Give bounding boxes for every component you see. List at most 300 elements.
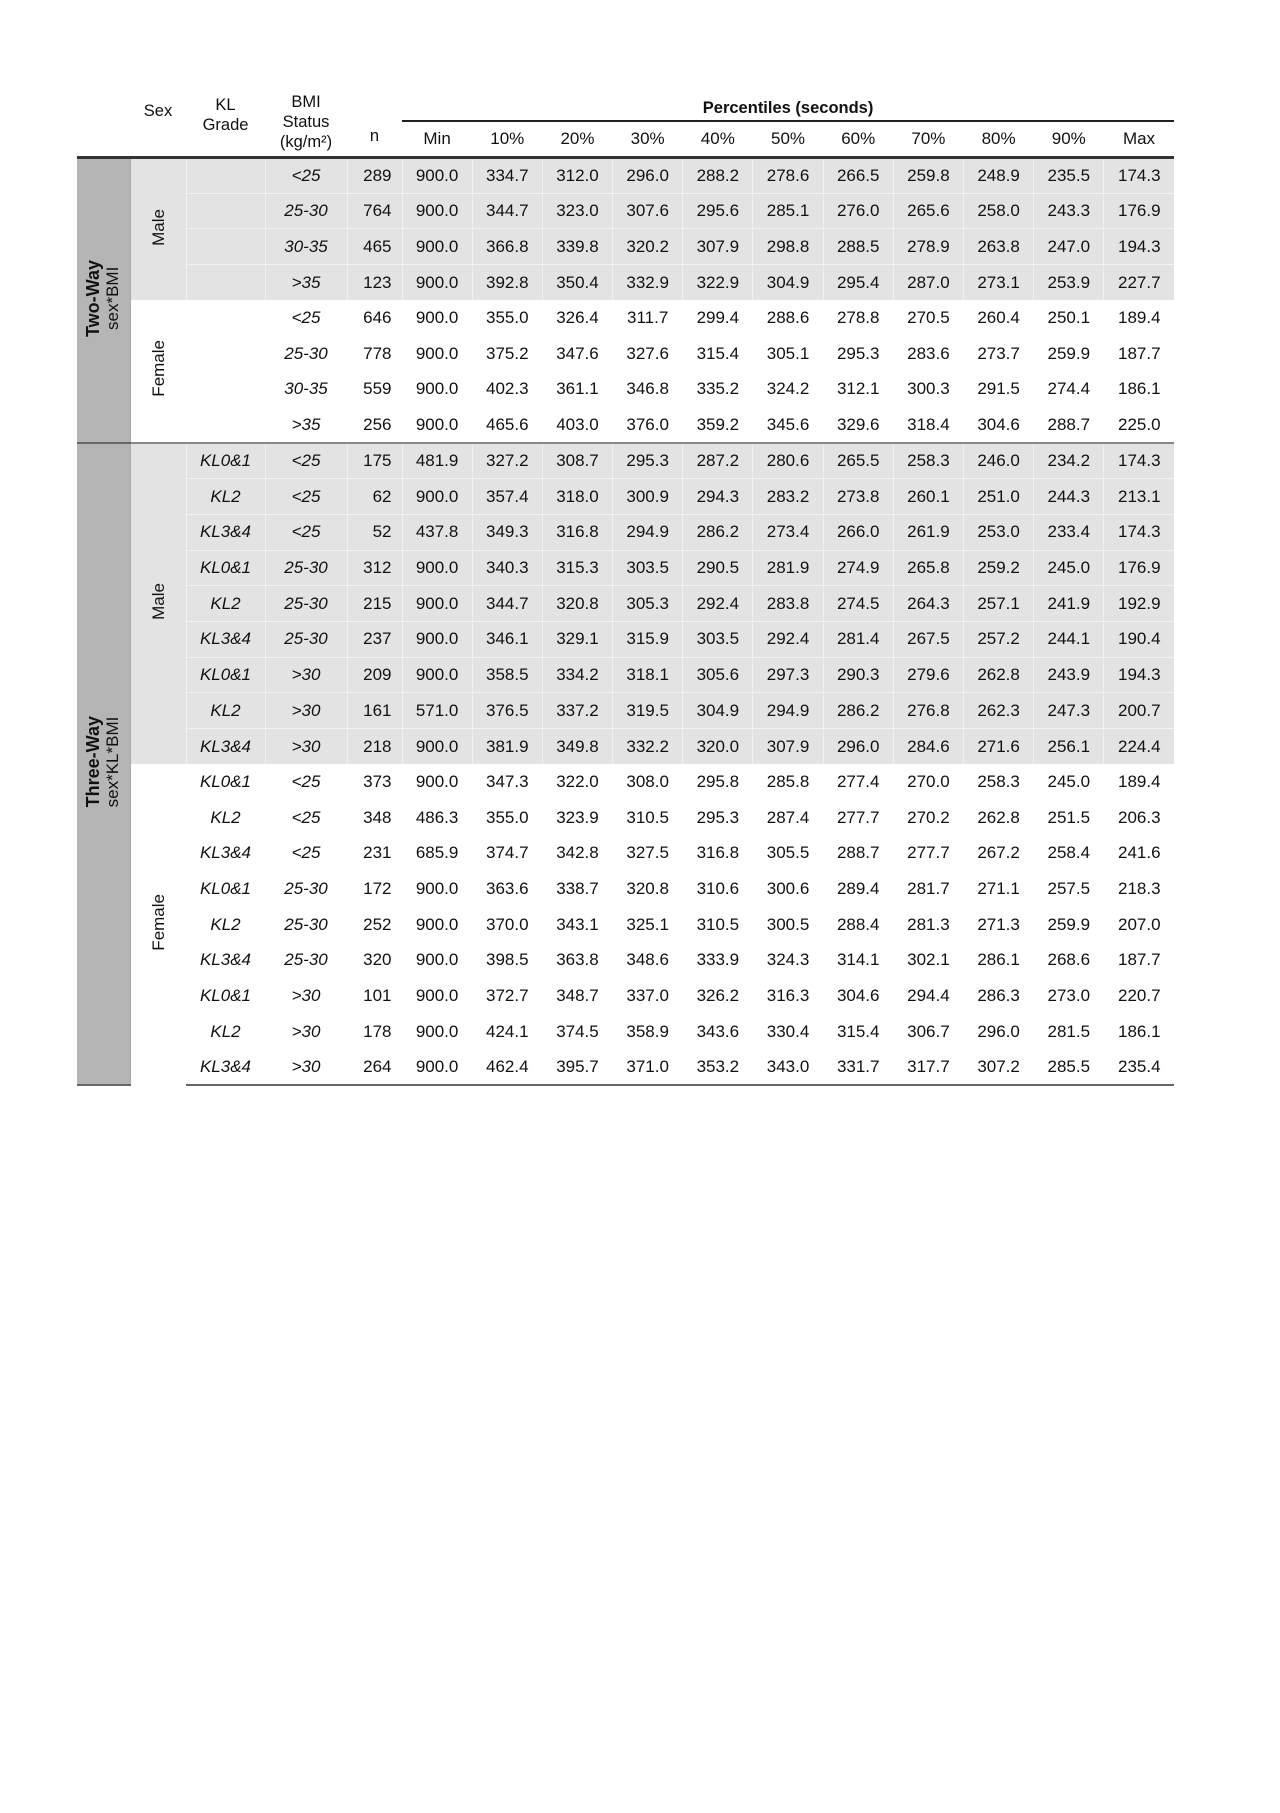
percentile-cell-10pct: 398.5 [472, 943, 542, 979]
percentile-cell-30pct: 332.9 [613, 265, 683, 301]
percentile-cell-90pct: 245.0 [1034, 550, 1104, 586]
percentile-cell-90pct: 241.9 [1034, 586, 1104, 622]
percentile-cell-60pct: 288.5 [823, 229, 893, 265]
kl-grade-cell [186, 372, 265, 408]
percentile-cell-10pct: 381.9 [472, 729, 542, 765]
percentile-cell-40pct: 333.9 [683, 943, 753, 979]
percentile-cell-70pct: 284.6 [893, 729, 963, 765]
percentile-cell-30pct: 310.5 [613, 800, 683, 836]
header-percentile-9: 90% [1034, 121, 1104, 158]
n-cell: 52 [347, 514, 402, 550]
header-bmi-line2: Status [282, 113, 330, 131]
percentile-cell-70pct: 258.3 [893, 443, 963, 479]
percentile-cell-30pct: 337.0 [613, 978, 683, 1014]
kl-grade-cell [186, 158, 265, 194]
percentile-cell-min: 900.0 [402, 657, 472, 693]
percentile-cell-80pct: 262.3 [964, 693, 1034, 729]
percentile-cell-max: 189.4 [1104, 300, 1174, 336]
table-row [77, 443, 1174, 479]
percentile-cell-min: 900.0 [402, 300, 472, 336]
percentile-cell-10pct: 334.7 [472, 158, 542, 194]
percentile-cell-30pct: 315.9 [613, 621, 683, 657]
kl-grade-cell: KL3&4 [186, 514, 265, 550]
n-cell: 101 [347, 978, 402, 1014]
percentile-cell-30pct: 332.2 [613, 729, 683, 765]
percentile-cell-80pct: 307.2 [964, 1050, 1034, 1086]
percentile-cell-70pct: 302.1 [893, 943, 963, 979]
percentile-cell-60pct: 290.3 [823, 657, 893, 693]
percentile-cell-40pct: 304.9 [683, 693, 753, 729]
percentile-cell-min: 900.0 [402, 586, 472, 622]
percentile-cell-20pct: 348.7 [542, 978, 612, 1014]
percentile-cell-10pct: 358.5 [472, 657, 542, 693]
bmi-status-cell: 25-30 [265, 336, 347, 372]
table-row [77, 836, 1174, 872]
percentile-cell-30pct: 311.7 [613, 300, 683, 336]
bmi-status-cell: 25-30 [265, 943, 347, 979]
percentile-cell-40pct: 305.6 [683, 657, 753, 693]
percentile-cell-20pct: 323.0 [542, 193, 612, 229]
kl-grade-cell [186, 265, 265, 301]
kl-grade-cell: KL3&4 [186, 729, 265, 765]
bmi-status-cell: <25 [265, 514, 347, 550]
percentile-cell-70pct: 281.7 [893, 871, 963, 907]
percentile-cell-80pct: 286.1 [964, 943, 1034, 979]
percentile-cell-10pct: 355.0 [472, 800, 542, 836]
kl-grade-cell: KL3&4 [186, 621, 265, 657]
percentile-cell-60pct: 276.0 [823, 193, 893, 229]
bmi-status-cell: >30 [265, 657, 347, 693]
header-bmi-line1: BMI [291, 93, 321, 111]
percentile-cell-min: 900.0 [402, 978, 472, 1014]
header-row-1 [77, 85, 1174, 121]
section-title: Two-Way [83, 259, 104, 337]
percentile-cell-40pct: 294.3 [683, 479, 753, 515]
bmi-status-cell: <25 [265, 300, 347, 336]
percentile-cell-70pct: 294.4 [893, 978, 963, 1014]
percentile-cell-90pct: 273.0 [1034, 978, 1104, 1014]
percentile-cell-80pct: 248.9 [964, 158, 1034, 194]
percentile-cell-60pct: 289.4 [823, 871, 893, 907]
percentile-cell-60pct: 277.7 [823, 800, 893, 836]
percentile-cell-80pct: 271.6 [964, 729, 1034, 765]
percentile-cell-10pct: 366.8 [472, 229, 542, 265]
kl-grade-cell: KL2 [186, 586, 265, 622]
percentile-cell-30pct: 320.2 [613, 229, 683, 265]
percentile-cell-10pct: 357.4 [472, 479, 542, 515]
percentile-cell-50pct: 280.6 [753, 443, 823, 479]
sex-label [130, 764, 186, 1085]
percentile-cell-10pct: 346.1 [472, 621, 542, 657]
table-row [77, 372, 1174, 408]
percentile-cell-max: 200.7 [1104, 693, 1174, 729]
header-kl-line2: Grade [202, 115, 249, 134]
percentile-cell-60pct: 266.0 [823, 514, 893, 550]
table-body [77, 158, 1174, 1086]
percentile-cell-60pct: 295.3 [823, 336, 893, 372]
percentile-cell-70pct: 270.0 [893, 764, 963, 800]
n-cell: 348 [347, 800, 402, 836]
percentile-cell-80pct: 258.0 [964, 193, 1034, 229]
percentile-cell-40pct: 315.4 [683, 336, 753, 372]
percentile-cell-min: 900.0 [402, 265, 472, 301]
kl-grade-cell [186, 193, 265, 229]
kl-grade-cell: KL0&1 [186, 764, 265, 800]
percentile-cell-10pct: 355.0 [472, 300, 542, 336]
header-percentile-3: 30% [613, 121, 683, 158]
percentile-cell-min: 685.9 [402, 836, 472, 872]
percentile-cell-70pct: 317.7 [893, 1050, 963, 1086]
percentile-cell-70pct: 281.3 [893, 907, 963, 943]
percentile-cell-50pct: 330.4 [753, 1014, 823, 1050]
header-kl-grade [186, 85, 265, 158]
percentile-cell-min: 900.0 [402, 229, 472, 265]
percentile-cell-20pct: 322.0 [542, 764, 612, 800]
percentile-cell-max: 220.7 [1104, 978, 1174, 1014]
percentile-cell-80pct: 257.1 [964, 586, 1034, 622]
percentile-cell-80pct: 263.8 [964, 229, 1034, 265]
percentile-cell-90pct: 244.3 [1034, 479, 1104, 515]
percentile-cell-10pct: 374.7 [472, 836, 542, 872]
table-row [77, 907, 1174, 943]
n-cell: 123 [347, 265, 402, 301]
percentile-cell-min: 900.0 [402, 943, 472, 979]
section-label-text [84, 716, 122, 807]
percentile-cell-80pct: 304.6 [964, 407, 1034, 443]
percentile-cell-20pct: 349.8 [542, 729, 612, 765]
kl-grade-cell: KL0&1 [186, 978, 265, 1014]
percentile-cell-50pct: 300.6 [753, 871, 823, 907]
bmi-status-cell: 25-30 [265, 621, 347, 657]
percentile-cell-max: 206.3 [1104, 800, 1174, 836]
table-row [77, 764, 1174, 800]
section-label-text [84, 260, 122, 337]
percentile-cell-10pct: 375.2 [472, 336, 542, 372]
percentile-cell-10pct: 349.3 [472, 514, 542, 550]
percentile-cell-min: 486.3 [402, 800, 472, 836]
bmi-status-cell: <25 [265, 836, 347, 872]
sex-label-text: Female [148, 340, 168, 397]
percentile-cell-50pct: 305.5 [753, 836, 823, 872]
percentile-cell-50pct: 345.6 [753, 407, 823, 443]
percentile-cell-min: 900.0 [402, 764, 472, 800]
table-row [77, 265, 1174, 301]
percentile-cell-50pct: 324.3 [753, 943, 823, 979]
percentile-cell-60pct: 314.1 [823, 943, 893, 979]
percentile-cell-50pct: 324.2 [753, 372, 823, 408]
percentile-cell-20pct: 315.3 [542, 550, 612, 586]
percentile-cell-90pct: 253.9 [1034, 265, 1104, 301]
percentile-cell-20pct: 342.8 [542, 836, 612, 872]
section-subtitle: sex*KL*BMI [103, 716, 123, 808]
percentile-cell-10pct: 340.3 [472, 550, 542, 586]
percentile-cell-90pct: 243.3 [1034, 193, 1104, 229]
percentile-cell-90pct: 288.7 [1034, 407, 1104, 443]
table-row [77, 300, 1174, 336]
percentiles-title: Percentiles (seconds) [402, 85, 1174, 121]
percentile-cell-30pct: 319.5 [613, 693, 683, 729]
percentile-cell-90pct: 259.9 [1034, 907, 1104, 943]
percentile-cell-30pct: 300.9 [613, 479, 683, 515]
table-row [77, 229, 1174, 265]
table-row [77, 943, 1174, 979]
n-cell: 62 [347, 479, 402, 515]
percentile-cell-70pct: 265.6 [893, 193, 963, 229]
percentile-cell-50pct: 305.1 [753, 336, 823, 372]
percentile-cell-max: 187.7 [1104, 943, 1174, 979]
percentile-cell-60pct: 281.4 [823, 621, 893, 657]
percentile-cell-30pct: 325.1 [613, 907, 683, 943]
percentile-cell-50pct: 278.6 [753, 158, 823, 194]
header-sex-label: Sex [143, 101, 173, 120]
percentile-cell-70pct: 270.5 [893, 300, 963, 336]
percentile-cell-40pct: 335.2 [683, 372, 753, 408]
percentile-cell-90pct: 233.4 [1034, 514, 1104, 550]
percentile-cell-max: 190.4 [1104, 621, 1174, 657]
percentile-cell-10pct: 370.0 [472, 907, 542, 943]
n-cell: 764 [347, 193, 402, 229]
percentile-cell-10pct: 402.3 [472, 372, 542, 408]
percentile-cell-80pct: 296.0 [964, 1014, 1034, 1050]
table-row [77, 1050, 1174, 1086]
percentile-cell-50pct: 297.3 [753, 657, 823, 693]
percentile-cell-40pct: 287.2 [683, 443, 753, 479]
percentile-cell-90pct: 258.4 [1034, 836, 1104, 872]
percentile-cell-20pct: 334.2 [542, 657, 612, 693]
percentile-cell-30pct: 376.0 [613, 407, 683, 443]
kl-grade-cell: KL2 [186, 693, 265, 729]
bmi-status-cell: >30 [265, 1050, 347, 1086]
percentile-cell-70pct: 276.8 [893, 693, 963, 729]
percentile-cell-40pct: 290.5 [683, 550, 753, 586]
table-row [77, 514, 1174, 550]
percentile-cell-40pct: 288.2 [683, 158, 753, 194]
header-kl-line1: KL [215, 95, 236, 114]
n-cell: 289 [347, 158, 402, 194]
percentile-cell-20pct: 338.7 [542, 871, 612, 907]
percentile-cell-80pct: 246.0 [964, 443, 1034, 479]
percentile-cell-max: 194.3 [1104, 657, 1174, 693]
bmi-status-cell: <25 [265, 158, 347, 194]
n-cell: 175 [347, 443, 402, 479]
table-row [77, 407, 1174, 443]
percentile-cell-20pct: 343.1 [542, 907, 612, 943]
percentile-cell-60pct: 329.6 [823, 407, 893, 443]
percentile-cell-min: 900.0 [402, 621, 472, 657]
table-row [77, 479, 1174, 515]
percentile-cell-40pct: 295.3 [683, 800, 753, 836]
percentile-cell-80pct: 267.2 [964, 836, 1034, 872]
percentile-cell-min: 900.0 [402, 729, 472, 765]
percentile-cell-70pct: 300.3 [893, 372, 963, 408]
percentile-cell-90pct: 257.5 [1034, 871, 1104, 907]
percentile-cell-30pct: 348.6 [613, 943, 683, 979]
n-cell: 218 [347, 729, 402, 765]
percentile-cell-50pct: 304.9 [753, 265, 823, 301]
percentile-cell-10pct: 327.2 [472, 443, 542, 479]
bmi-status-cell: >35 [265, 407, 347, 443]
percentile-cell-max: 224.4 [1104, 729, 1174, 765]
percentile-cell-min: 437.8 [402, 514, 472, 550]
kl-grade-cell: KL2 [186, 479, 265, 515]
header-percentile-7: 70% [893, 121, 963, 158]
percentile-cell-40pct: 303.5 [683, 621, 753, 657]
percentile-cell-max: 174.3 [1104, 443, 1174, 479]
percentile-cell-30pct: 295.3 [613, 443, 683, 479]
table-row [77, 336, 1174, 372]
percentile-cell-10pct: 372.7 [472, 978, 542, 1014]
kl-grade-cell: KL2 [186, 800, 265, 836]
percentile-cell-50pct: 300.5 [753, 907, 823, 943]
kl-grade-cell: KL0&1 [186, 550, 265, 586]
table-row [77, 158, 1174, 194]
percentile-cell-50pct: 285.1 [753, 193, 823, 229]
percentile-cell-10pct: 392.8 [472, 265, 542, 301]
percentile-cell-min: 900.0 [402, 907, 472, 943]
percentile-cell-90pct: 235.5 [1034, 158, 1104, 194]
percentile-cell-60pct: 274.5 [823, 586, 893, 622]
n-cell: 646 [347, 300, 402, 336]
sex-label [130, 158, 186, 301]
percentile-cell-10pct: 363.6 [472, 871, 542, 907]
percentile-cell-80pct: 259.2 [964, 550, 1034, 586]
percentile-cell-70pct: 278.9 [893, 229, 963, 265]
kl-grade-cell: KL2 [186, 1014, 265, 1050]
kl-grade-cell: KL0&1 [186, 657, 265, 693]
bmi-status-cell: >30 [265, 729, 347, 765]
percentile-cell-70pct: 265.8 [893, 550, 963, 586]
n-cell: 312 [347, 550, 402, 586]
percentile-cell-70pct: 287.0 [893, 265, 963, 301]
percentile-cell-30pct: 320.8 [613, 871, 683, 907]
percentile-cell-90pct: 247.0 [1034, 229, 1104, 265]
percentile-cell-max: 174.3 [1104, 158, 1174, 194]
percentile-cell-80pct: 253.0 [964, 514, 1034, 550]
percentile-cell-20pct: 326.4 [542, 300, 612, 336]
percentile-cell-60pct: 266.5 [823, 158, 893, 194]
percentile-cell-20pct: 374.5 [542, 1014, 612, 1050]
percentile-cell-10pct: 344.7 [472, 193, 542, 229]
percentile-cell-80pct: 251.0 [964, 479, 1034, 515]
header-n-label: n [369, 127, 380, 145]
percentile-cell-80pct: 271.1 [964, 871, 1034, 907]
percentile-cell-min: 900.0 [402, 871, 472, 907]
percentile-cell-60pct: 273.8 [823, 479, 893, 515]
percentile-cell-60pct: 312.1 [823, 372, 893, 408]
percentile-cell-90pct: 234.2 [1034, 443, 1104, 479]
percentile-cell-max: 186.1 [1104, 1014, 1174, 1050]
percentile-cell-90pct: 245.0 [1034, 764, 1104, 800]
percentile-cell-70pct: 270.2 [893, 800, 963, 836]
section-label [77, 443, 130, 1085]
percentile-cell-max: 227.7 [1104, 265, 1174, 301]
header-n [347, 85, 402, 158]
header-group-blank [77, 85, 130, 158]
percentile-cell-30pct: 371.0 [613, 1050, 683, 1086]
percentile-cell-90pct: 247.3 [1034, 693, 1104, 729]
percentile-cell-min: 900.0 [402, 550, 472, 586]
kl-grade-cell: KL3&4 [186, 943, 265, 979]
kl-grade-cell [186, 229, 265, 265]
percentile-cell-80pct: 257.2 [964, 621, 1034, 657]
percentile-cell-10pct: 347.3 [472, 764, 542, 800]
percentile-cell-min: 900.0 [402, 479, 472, 515]
percentile-cell-min: 900.0 [402, 372, 472, 408]
kl-grade-cell: KL3&4 [186, 1050, 265, 1086]
percentile-cell-30pct: 308.0 [613, 764, 683, 800]
percentile-cell-max: 213.1 [1104, 479, 1174, 515]
percentile-cell-10pct: 462.4 [472, 1050, 542, 1086]
percentile-cell-70pct: 267.5 [893, 621, 963, 657]
bmi-status-cell: >30 [265, 693, 347, 729]
percentile-cell-90pct: 285.5 [1034, 1050, 1104, 1086]
percentile-cell-80pct: 291.5 [964, 372, 1034, 408]
percentile-cell-max: 186.1 [1104, 372, 1174, 408]
percentile-cell-90pct: 281.5 [1034, 1014, 1104, 1050]
percentile-cell-80pct: 273.7 [964, 336, 1034, 372]
percentile-cell-20pct: 312.0 [542, 158, 612, 194]
header-percentile-6: 60% [823, 121, 893, 158]
kl-grade-cell [186, 407, 265, 443]
n-cell: 237 [347, 621, 402, 657]
percentile-cell-max: 225.0 [1104, 407, 1174, 443]
table-row [77, 871, 1174, 907]
bmi-status-cell: >30 [265, 978, 347, 1014]
percentile-cell-min: 900.0 [402, 336, 472, 372]
percentile-cell-50pct: 307.9 [753, 729, 823, 765]
percentile-cell-70pct: 283.6 [893, 336, 963, 372]
percentile-cell-max: 241.6 [1104, 836, 1174, 872]
percentile-cell-50pct: 285.8 [753, 764, 823, 800]
percentile-cell-max: 176.9 [1104, 193, 1174, 229]
percentile-cell-20pct: 350.4 [542, 265, 612, 301]
percentile-cell-90pct: 274.4 [1034, 372, 1104, 408]
n-cell: 373 [347, 764, 402, 800]
percentile-cell-40pct: 353.2 [683, 1050, 753, 1086]
percentile-cell-20pct: 339.8 [542, 229, 612, 265]
percentiles-table [77, 85, 1174, 1086]
header-bmi-line3: (kg/m²) [279, 133, 333, 151]
bmi-status-cell: <25 [265, 800, 347, 836]
percentile-cell-20pct: 347.6 [542, 336, 612, 372]
percentile-cell-70pct: 306.7 [893, 1014, 963, 1050]
bmi-status-cell: 25-30 [265, 586, 347, 622]
percentile-cell-60pct: 331.7 [823, 1050, 893, 1086]
n-cell: 559 [347, 372, 402, 408]
header-percentile-10: Max [1104, 121, 1174, 158]
percentile-cell-70pct: 277.7 [893, 836, 963, 872]
percentile-cell-70pct: 260.1 [893, 479, 963, 515]
percentile-cell-80pct: 262.8 [964, 657, 1034, 693]
table-row [77, 1014, 1174, 1050]
header-percentile-0: Min [402, 121, 472, 158]
percentile-cell-min: 900.0 [402, 407, 472, 443]
header-percentile-5: 50% [753, 121, 823, 158]
percentile-cell-30pct: 303.5 [613, 550, 683, 586]
percentile-cell-max: 207.0 [1104, 907, 1174, 943]
percentile-cell-10pct: 344.7 [472, 586, 542, 622]
percentile-cell-70pct: 259.8 [893, 158, 963, 194]
percentile-cell-20pct: 363.8 [542, 943, 612, 979]
n-cell: 209 [347, 657, 402, 693]
bmi-status-cell: 25-30 [265, 550, 347, 586]
percentile-cell-50pct: 288.6 [753, 300, 823, 336]
percentile-cell-40pct: 320.0 [683, 729, 753, 765]
percentile-cell-30pct: 296.0 [613, 158, 683, 194]
percentile-cell-20pct: 403.0 [542, 407, 612, 443]
n-cell: 778 [347, 336, 402, 372]
percentile-cell-60pct: 274.9 [823, 550, 893, 586]
